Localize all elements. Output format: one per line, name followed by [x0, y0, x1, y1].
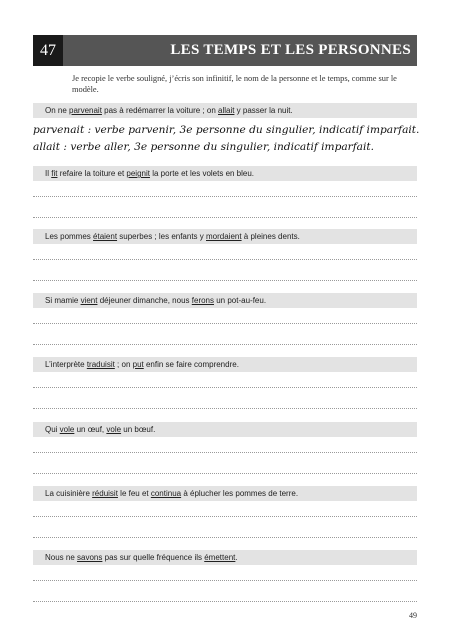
- exercise-number: 47: [33, 35, 63, 66]
- answer-line[interactable]: [33, 387, 417, 388]
- exercise-sentence: Si mamie vient déjeuner dimanche, nous ferons un pot-au-feu.: [33, 293, 417, 308]
- answer-line[interactable]: [33, 516, 417, 517]
- exercise-sentence: Les pommes étaient superbes ; les enfants y mordaient à pleines dents.: [33, 229, 417, 244]
- exercise-sentence: L’interprète traduisit ; on put enfin se faire comprendre.: [33, 357, 417, 372]
- underlined-verb: émettent: [204, 553, 236, 562]
- handwritten-answer-1: parvenait : verbe parvenir, 3e personne du singulier, indicatif imparfait.: [33, 124, 420, 136]
- exercise-sentence: Nous ne savons pas sur quelle fréquence ils émettent.: [33, 550, 417, 565]
- answer-line[interactable]: [33, 452, 417, 453]
- underlined-verb: allait: [218, 106, 235, 115]
- answer-line[interactable]: [33, 280, 417, 281]
- answer-line[interactable]: [33, 344, 417, 345]
- page-number: 49: [409, 611, 417, 620]
- exercise-title: LES TEMPS ET LES PERSONNES: [170, 42, 411, 58]
- answer-line[interactable]: [33, 408, 417, 409]
- underlined-verb: continua: [150, 489, 182, 498]
- underlined-verb: réduisit: [92, 489, 118, 498]
- answer-line[interactable]: [33, 580, 417, 581]
- underlined-verb: parvenait: [69, 106, 102, 115]
- answer-line[interactable]: [33, 537, 417, 538]
- underlined-verb: ferons: [191, 296, 214, 305]
- example-sentence: On ne parvenait pas à redémarrer la voiture ; on allait y passer la nuit.: [33, 103, 417, 118]
- underlined-verb: étaient: [93, 232, 118, 241]
- exercise-sentence: Il fit refaire la toiture et peignit la porte et les volets en bleu.: [33, 166, 417, 181]
- underlined-verb: traduisit: [86, 360, 115, 369]
- underlined-verb: vient: [80, 296, 98, 305]
- answer-line[interactable]: [33, 601, 417, 602]
- underlined-verb: peignit: [126, 169, 150, 178]
- underlined-verb: fit: [51, 169, 58, 178]
- exercise-sentence: Qui vole un œuf, vole un bœuf.: [33, 422, 417, 437]
- answer-line[interactable]: [33, 196, 417, 197]
- exercise-sentence: La cuisinière réduisit le feu et continua à éplucher les pommes de terre.: [33, 486, 417, 501]
- instruction-text: Je recopie le verbe souligné, j’écris son infinitif, le nom de la personne et le temps, comme sur le modèle.: [72, 74, 397, 94]
- handwritten-answer-2: allait : verbe aller, 3e personne du singulier, indicatif imparfait.: [33, 141, 374, 153]
- answer-line[interactable]: [33, 259, 417, 260]
- answer-line[interactable]: [33, 217, 417, 218]
- answer-line[interactable]: [33, 473, 417, 474]
- underlined-verb: vole: [106, 425, 122, 434]
- underlined-verb: put: [132, 360, 144, 369]
- answer-line[interactable]: [33, 323, 417, 324]
- exercise-header: [33, 35, 417, 66]
- underlined-verb: mordaient: [206, 232, 242, 241]
- underlined-verb: vole: [59, 425, 75, 434]
- underlined-verb: savons: [77, 553, 103, 562]
